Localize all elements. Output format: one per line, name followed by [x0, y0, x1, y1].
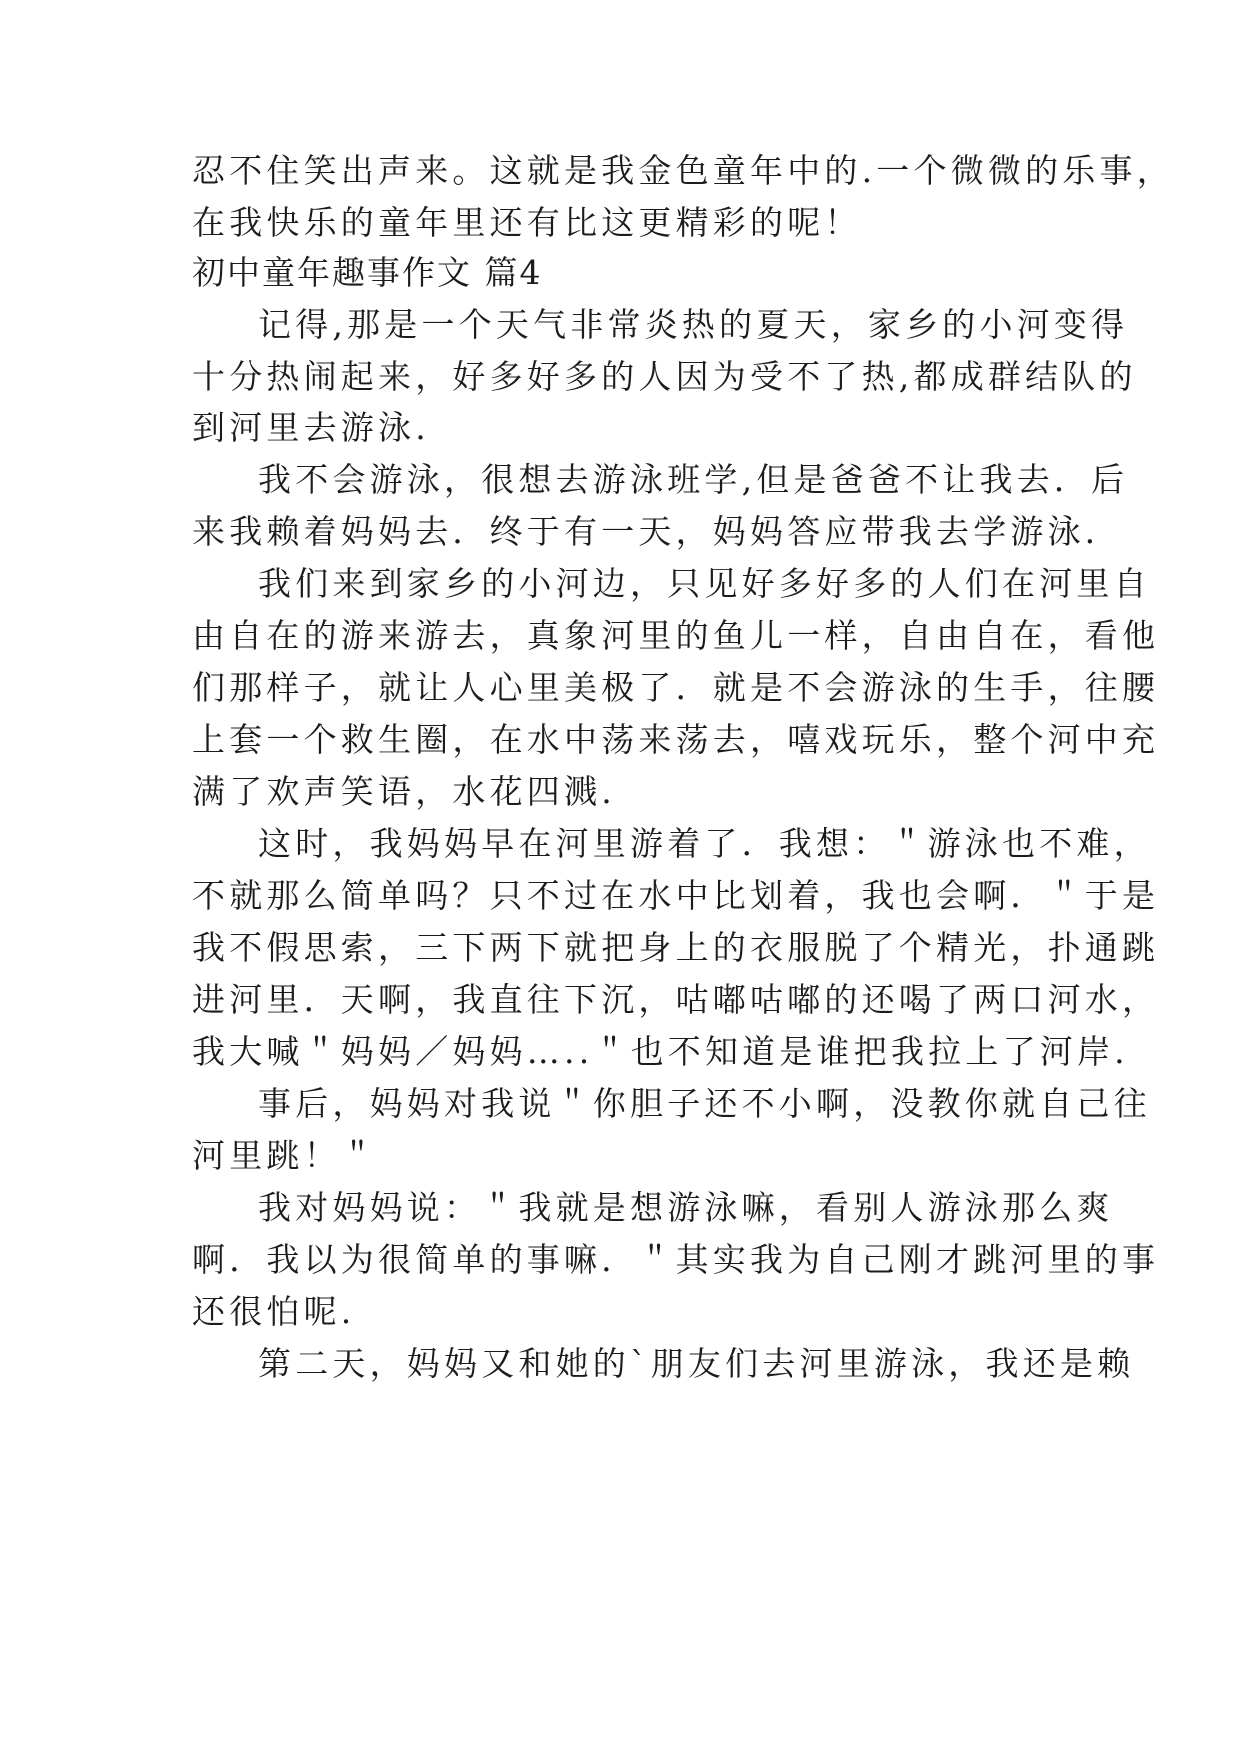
- text-line: 忍不住笑出声来。这就是我金色童年中的.一个微微的乐事，: [192, 151, 1174, 190]
- text-line: 满了欢声笑语，水花四溅.: [192, 772, 616, 811]
- text-line: 我大喊＂妈妈／妈妈…..＂也不知道是谁把我拉上了河岸.: [192, 1032, 1129, 1071]
- paragraph-first-line: 我不会游泳，很想去游泳班学,但是爸爸不让我去．后: [258, 460, 1129, 499]
- section-heading: 初中童年趣事作文 篇4: [192, 253, 543, 292]
- text-line: 来我赖着妈妈去．终于有一天，妈妈答应带我去学游泳．: [192, 512, 1122, 551]
- text-line: 我不假思索，三下两下就把身上的衣服脱了个精光，扑通跳: [192, 928, 1160, 967]
- text-line: 们那样子，就让人心里美极了．就是不会游泳的生手，往腰: [192, 668, 1160, 707]
- text-line: 到河里去游泳.: [192, 408, 430, 447]
- text-line: 在我快乐的童年里还有比这更精彩的呢！: [192, 203, 862, 242]
- paragraph-first-line: 我对妈妈说：＂我就是想游泳嘛，看别人游泳那么爽: [258, 1188, 1114, 1227]
- paragraph-first-line: 事后，妈妈对我说＂你胆子还不小啊，没教你就自己往: [258, 1084, 1151, 1123]
- paragraph-first-line: 我们来到家乡的小河边，只见好多好多的人们在河里自: [258, 564, 1151, 603]
- text-line: 进河里．天啊，我直往下沉，咕嘟咕嘟的还喝了两口河水，: [192, 980, 1160, 1019]
- text-line: 还很怕呢.: [192, 1292, 356, 1331]
- paragraph-first-line: 第二天，妈妈又和她的`朋友们去河里游泳，我还是赖: [258, 1344, 1135, 1383]
- text-line: 十分热闹起来，好多好多的人因为受不了热,都成群结队的: [192, 357, 1137, 396]
- text-line: 啊．我以为很简单的事嘛．＂其实我为自己刚才跳河里的事: [192, 1240, 1160, 1279]
- text-line: 由自在的游来游去，真象河里的鱼儿一样，自由自在，看他: [192, 616, 1160, 655]
- paragraph-first-line: 这时，我妈妈早在河里游着了．我想：＂游泳也不难，: [258, 824, 1151, 863]
- text-line: 上套一个救生圈，在水中荡来荡去，嘻戏玩乐，整个河中充: [192, 720, 1160, 759]
- text-line: 河里跳！＂: [192, 1136, 378, 1175]
- text-line: 不就那么简单吗？只不过在水中比划着，我也会啊．＂于是: [192, 876, 1160, 915]
- paragraph-first-line: 记得,那是一个天气非常炎热的夏天，家乡的小河变得: [258, 305, 1129, 344]
